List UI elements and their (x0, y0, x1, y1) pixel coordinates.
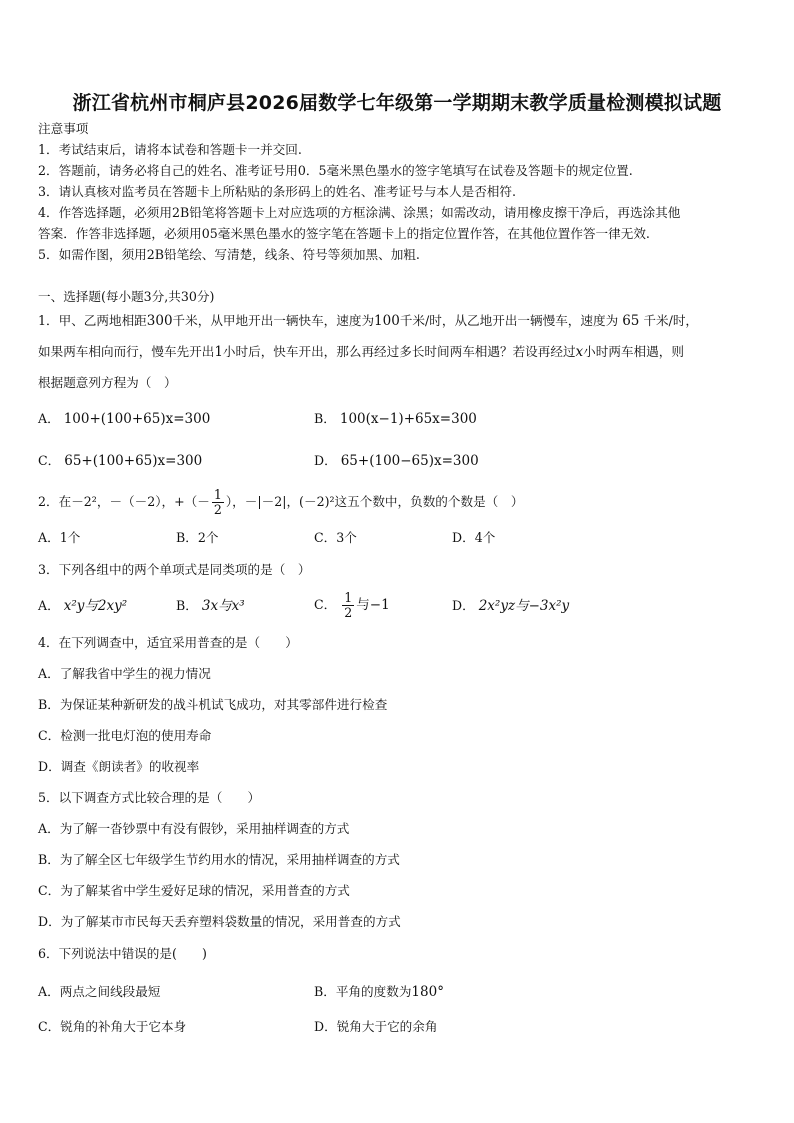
notice-item-3: 3．请认真核对监考员在答题卡上所粘贴的条形码上的姓名、准考证号与本人是否相符. (38, 184, 516, 199)
page-title: 浙江省杭州市桐庐县2026届数学七年级第一学期期末教学质量检测模拟试题 (72, 92, 722, 114)
q2-frac-num: 1 (213, 487, 222, 502)
q6-option-c[interactable]: C．锐角的补角大于它本身 (38, 1019, 187, 1034)
q6-option-b-expr: 180° (411, 984, 444, 1000)
q6-option-d[interactable]: D．锐角大于它的余角 (314, 1019, 438, 1034)
q1-option-b[interactable] (314, 411, 477, 427)
q4-option-d[interactable]: D．调查《朗读者》的收视率 (38, 759, 200, 774)
q3-option-c-label: C． (314, 597, 337, 612)
q2-fraction (212, 488, 224, 517)
q4-option-c[interactable]: C．检测一批电灯泡的使用寿命 (38, 728, 212, 743)
q3-option-c-fraction (342, 591, 354, 620)
q1-line2 (38, 344, 684, 360)
q1-line3: 根据题意列方程为（ ） (38, 375, 177, 390)
q1-option-b-expr: 100(x−1)+65x=300 (339, 411, 477, 427)
q3-frac-den: 2 (344, 605, 353, 620)
q2-text-a: 2．在－2²，－（－2），+（－ (38, 494, 210, 509)
q1-option-a[interactable] (38, 411, 210, 427)
notice-item-1: 1．考试结束后，请将本试卷和答题卡一并交回. (38, 142, 302, 157)
q4-option-a[interactable]: A．了解我省中学生的视力情况 (38, 666, 211, 681)
q1-option-b-label: B． (314, 411, 336, 426)
q1-option-d[interactable] (314, 453, 479, 469)
q5-option-a[interactable]: A．为了解一沓钞票中有没有假钞，采用抽样调查的方式 (38, 821, 350, 836)
q3-option-a[interactable] (38, 598, 127, 614)
q1-hours: 1 (214, 344, 223, 360)
q2-option-d[interactable]: D．4个 (452, 530, 496, 545)
q3-option-d-label: D． (452, 598, 475, 613)
q6-option-b[interactable] (314, 984, 444, 1000)
q3-option-b-label: B． (176, 598, 198, 613)
q1-speed-fast: 100 (374, 313, 400, 329)
q2-option-b[interactable]: B．2个 (176, 530, 219, 545)
q1-text-c: 千米/时，从乙地开出一辆慢车，速度为 (399, 313, 619, 328)
q3-option-d[interactable] (452, 598, 569, 614)
q1-speed-slow: 65 (622, 313, 640, 329)
notice-item-5: 5．如需作图，须用2B铅笔绘、写清楚，线条、符号等须加黑、加粗. (38, 247, 420, 262)
q6-option-b-label: B．平角的度数为 (314, 984, 412, 999)
section-heading: 一、选择题(每小题3分,共30分) (38, 289, 215, 304)
q6-option-a[interactable]: A．两点之间线段最短 (38, 984, 161, 999)
q3-option-c[interactable] (314, 590, 390, 620)
q2-option-c[interactable]: C．3个 (314, 530, 357, 545)
q1-text-a: 1．甲、乙两地相距 (38, 313, 147, 328)
q1-distance: 300 (146, 313, 173, 329)
notice-item-4-cont: 答案．作答非选择题，必须用05毫米黑色墨水的签字笔在答题卡上的指定位置作答，在其他位置作答一律无效. (38, 226, 650, 241)
q5-option-d[interactable]: D．为了解某市市民每天丢弃塑料袋数量的情况，采用普查的方式 (38, 914, 401, 929)
q3-option-b-expr: 3x与x³ (201, 598, 245, 614)
q1-option-a-label: A． (38, 411, 60, 426)
q3-option-a-expr: x²y与2xy² (63, 598, 128, 614)
q3-option-d-expr: 2x²yz与−3x²y (478, 598, 570, 614)
q1-text-b: 千米，从甲地开出一辆快车，速度为 (172, 313, 375, 328)
q1-option-d-expr: 65+(100−65)x=300 (340, 453, 479, 469)
q5-option-c[interactable]: C．为了解某省中学生爱好足球的情况，采用普查的方式 (38, 883, 350, 898)
q2-text-b: ），－|－2|，(－2)²这五个数中，负数的个数是（ ） (225, 494, 524, 509)
q1-option-c-expr: 65+(100+65)x=300 (64, 453, 203, 469)
q4-stem: 4．在下列调查中，适宜采用普查的是（ ） (38, 635, 298, 650)
q1-text-d: 千米/时， (643, 313, 699, 328)
q2-option-a[interactable]: A．1个 (38, 530, 81, 545)
q1-line1 (38, 313, 698, 329)
q1-option-c[interactable] (38, 453, 202, 469)
q3-option-b[interactable] (176, 598, 245, 614)
notice-item-4: 4．作答选择题，必须用2B铅笔将答题卡上对应选项的方框涂满、涂黑；如需改动，请用橡皮擦干净后，再选涂其他 (38, 205, 681, 220)
q1-text-g: 小时两车相遇，则 (583, 344, 684, 359)
q2-frac-den: 2 (213, 502, 222, 517)
q1-text-f: 小时后，快车开出，那么再经过多长时间两车相遇？若设再经过 (222, 344, 576, 359)
q1-option-a-expr: 100+(100+65)x=300 (63, 411, 211, 427)
q1-variable: x (575, 344, 584, 360)
q6-stem: 6．下列说法中错误的是( ) (38, 946, 207, 961)
q4-option-b[interactable]: B．为保证某种新研发的战斗机试飞成功，对其零部件进行检查 (38, 697, 388, 712)
q1-option-d-label: D． (314, 453, 337, 468)
q3-frac-num: 1 (344, 590, 353, 605)
q3-option-a-label: A． (38, 598, 60, 613)
q1-text-e: 如果两车相向而行，慢车先开出 (38, 344, 215, 359)
notice-heading: 注意事项 (38, 121, 89, 136)
q1-option-c-label: C． (38, 453, 61, 468)
q3-stem: 3．下列各组中的两个单项式是同类项的是（ ） (38, 562, 311, 577)
notice-item-2: 2．答题前，请务必将自己的姓名、准考证号用0．5毫米黑色墨水的签字笔填写在试卷及答题卡的规定位置. (38, 163, 633, 178)
q3-option-c-rest: 与−1 (356, 597, 390, 613)
q2-stem (38, 487, 523, 517)
q5-option-b[interactable]: B．为了解全区七年级学生节约用水的情况，采用抽样调查的方式 (38, 852, 400, 867)
q5-stem: 5．以下调查方式比较合理的是（ ） (38, 790, 261, 805)
